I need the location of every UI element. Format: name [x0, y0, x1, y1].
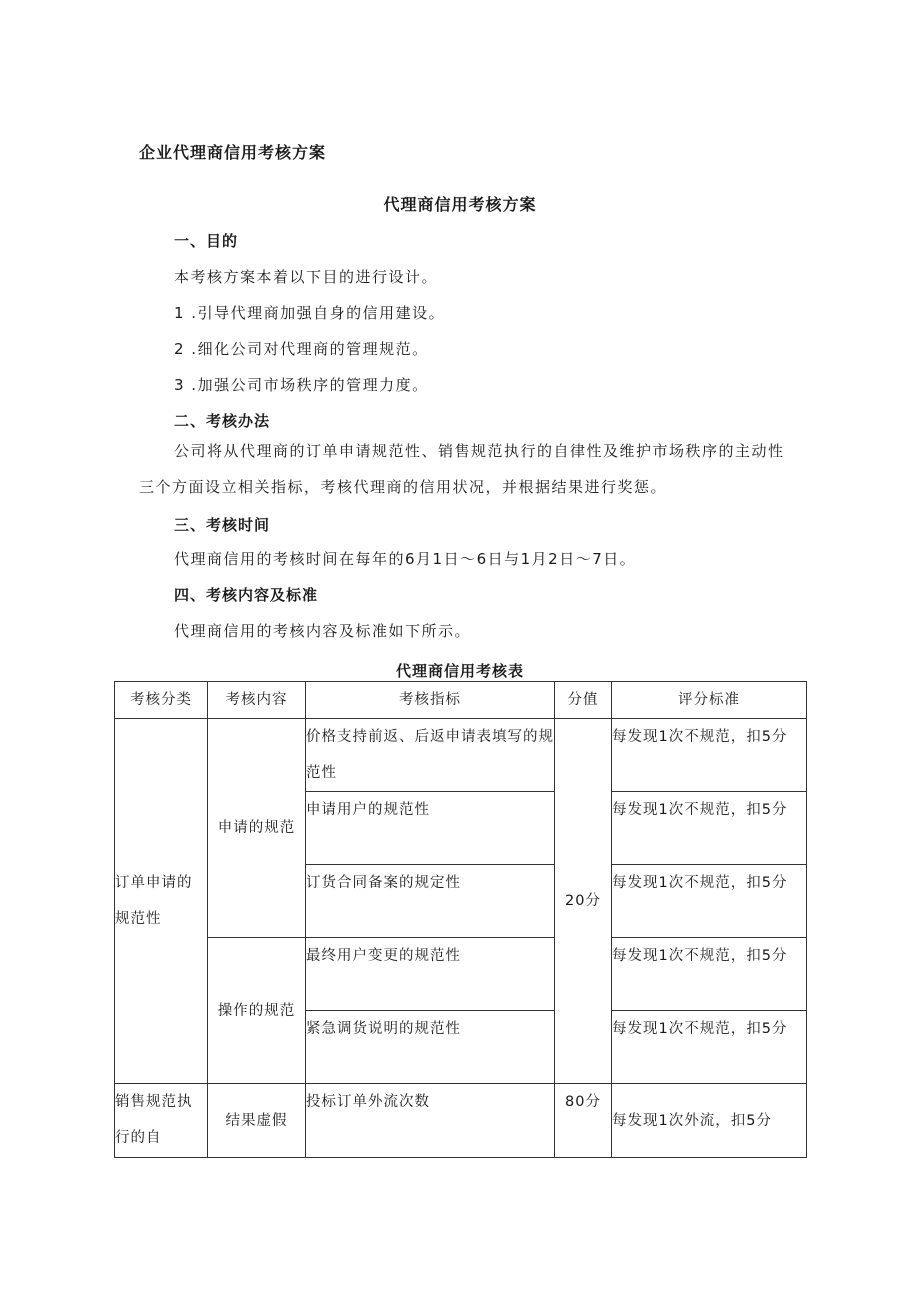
- purpose-item-2: 2 .细化公司对代理商的管理规范。: [174, 340, 429, 358]
- standard-cell: 每发现1次不规范，扣5分: [612, 938, 807, 1011]
- table-row: [115, 1084, 807, 1158]
- score-cell: 80分: [555, 1084, 612, 1158]
- indicator-cell: 申请用户的规范性: [306, 792, 555, 865]
- table-caption: 代理商信用考核表: [395, 662, 524, 680]
- standard-cell: 每发现1次外流，扣5分: [612, 1084, 807, 1158]
- content-cell: 结果虚假: [208, 1084, 306, 1158]
- header-score: 分值: [555, 682, 612, 719]
- method-body-line-1: 公司将从代理商的订单申请规范性、销售规范执行的自律性及维护市场秩序的主动性: [174, 442, 785, 460]
- table-header-row: [115, 682, 807, 719]
- indicator-cell: 订货合同备案的规定性: [306, 865, 555, 938]
- table-row: [115, 938, 807, 1011]
- time-body: 代理商信用的考核时间在每年的6月1日～6日与1月2日～7日。: [174, 550, 637, 568]
- standard-cell: 每发现1次不规范，扣5分: [612, 865, 807, 938]
- category-cell: 销售规范执行的自: [115, 1084, 208, 1158]
- section-heading-purpose: 一、目的: [174, 232, 239, 250]
- content-cell: 操作的规范: [208, 938, 306, 1084]
- header-standard: 评分标准: [612, 682, 807, 719]
- document-title: 企业代理商信用考核方案: [139, 143, 327, 162]
- category-cell: 订单申请的规范性: [115, 719, 208, 1084]
- standard-cell: 每发现1次不规范，扣5分: [612, 719, 807, 792]
- indicator-cell: 投标订单外流次数: [306, 1084, 555, 1158]
- score-cell: 20分: [555, 719, 612, 1084]
- assessment-table: [114, 681, 807, 1158]
- indicator-cell: 紧急调货说明的规范性: [306, 1011, 555, 1084]
- purpose-item-3: 3 .加强公司市场秩序的管理力度。: [174, 376, 429, 394]
- indicator-cell: 最终用户变更的规范性: [306, 938, 555, 1011]
- header-content: 考核内容: [208, 682, 306, 719]
- table-row: [115, 719, 807, 792]
- purpose-item-1: 1 .引导代理商加强自身的信用建设。: [174, 304, 446, 322]
- standard-cell: 每发现1次不规范，扣5分: [612, 792, 807, 865]
- section-heading-time: 三、考核时间: [174, 516, 271, 534]
- section-heading-method: 二、考核办法: [174, 412, 271, 430]
- standard-cell: 每发现1次不规范，扣5分: [612, 1011, 807, 1084]
- indicator-cell: 价格支持前返、后返申请表填写的规范性: [306, 719, 555, 792]
- method-body-line-2: 三个方面设立相关指标，考核代理商的信用状况，并根据结果进行奖惩。: [139, 478, 668, 496]
- header-indicator: 考核指标: [306, 682, 555, 719]
- purpose-intro: 本考核方案本着以下目的进行设计。: [174, 268, 439, 286]
- content-cell: 申请的规范: [208, 719, 306, 938]
- header-category: 考核分类: [115, 682, 208, 719]
- main-title: 代理商信用考核方案: [383, 195, 537, 214]
- section-heading-content: 四、考核内容及标准: [174, 586, 319, 604]
- content-body: 代理商信用的考核内容及标准如下所示。: [174, 622, 472, 640]
